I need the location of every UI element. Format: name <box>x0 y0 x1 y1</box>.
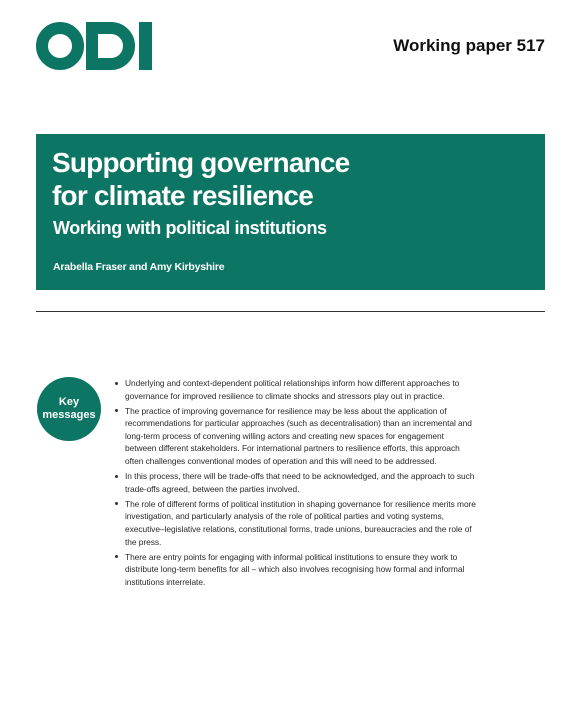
key-message-item <box>114 470 476 495</box>
title-banner <box>36 134 545 290</box>
bullet-icon <box>115 475 118 478</box>
key-message-item <box>114 551 476 589</box>
key-messages-label-line-2: messages <box>42 409 96 421</box>
key-message-text: Underlying and context-dependent political relationships inform how different approaches to governance for improved resilience to climate shocks and stressors play out in practice. <box>125 378 460 401</box>
odi-logo <box>36 20 160 72</box>
key-messages-label-line-1: Key <box>58 396 80 408</box>
working-paper-number: Working paper 517 <box>393 36 545 55</box>
paper-authors: Arabella Fraser and Amy Kirbyshire <box>53 261 225 273</box>
paper-title <box>52 146 532 212</box>
paper-subtitle: Working with political institutions <box>53 218 327 238</box>
key-messages-badge <box>37 377 101 441</box>
key-message-text: The role of different forms of political institution in shaping governance for resilience merits more investigation, and particularly analysis of the role of political parties and voting systems, executive–legislative relations, constitutional forms, trade unions, bureaucracies and the role of the press. <box>125 498 476 547</box>
key-message-item <box>114 377 476 402</box>
key-message-item <box>114 405 476 468</box>
key-message-item <box>114 498 476 548</box>
bullet-icon <box>115 502 118 505</box>
bullet-icon <box>115 409 118 412</box>
key-message-text: There are entry points for engaging with informal political institutions to ensure they work to distribute long-term benefits for all – which also involves recognising how formal and informal institutions interrelate. <box>125 551 465 587</box>
key-message-text: In this process, there will be trade-offs that need to be acknowledged, and the approach to such trade-offs agreed, between the parties involved. <box>125 471 475 494</box>
key-messages-list <box>114 377 476 591</box>
bullet-icon <box>115 382 118 385</box>
paper-title-line-1: Supporting governance <box>52 147 350 178</box>
divider-rule <box>36 311 545 312</box>
key-message-text: The practice of improving governance for resilience may be less about the application of recommendations for particular approaches (such as decentralisation) than an incremental and long-term process of convening willing actors and creating new spaces for engagement between different stakeholders. For international partners to resilience efforts, this approach often challenges conventional modes of operation and this will need to be addressed. <box>125 405 472 467</box>
bullet-icon <box>115 555 118 558</box>
paper-title-line-2: for climate resilience <box>52 180 313 211</box>
